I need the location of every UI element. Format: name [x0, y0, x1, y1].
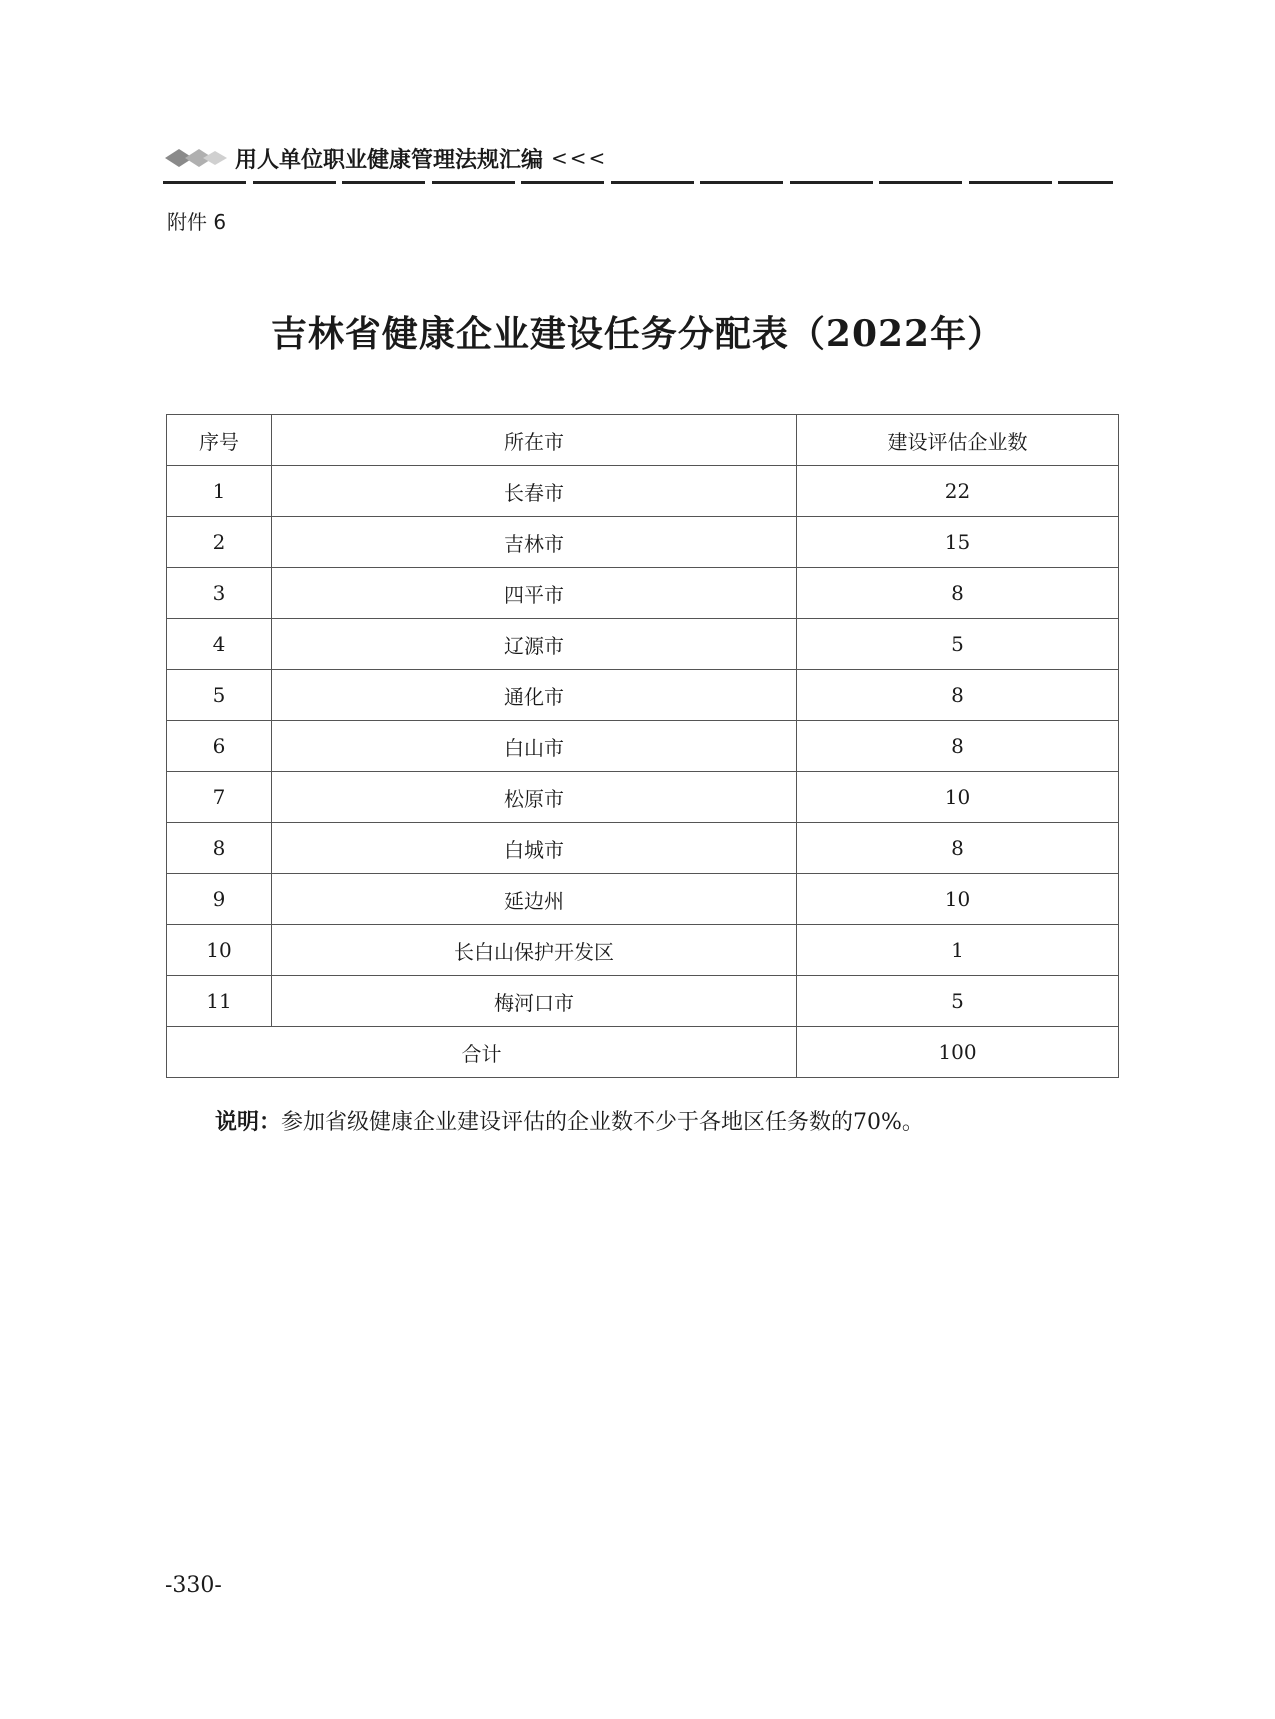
header-title: 用人单位职业健康管理法规汇编: [235, 147, 544, 173]
cell-city: 白山市: [272, 721, 797, 772]
allocation-table: [166, 414, 1119, 1078]
table-row: [167, 517, 1119, 568]
cell-city: 通化市: [272, 670, 797, 721]
table-row: [167, 823, 1119, 874]
cell-city: 松原市: [272, 772, 797, 823]
cell-index: 11: [167, 976, 272, 1027]
cell-city: 长白山保护开发区: [272, 925, 797, 976]
cell-count: 5: [797, 619, 1119, 670]
cell-count: 5: [797, 976, 1119, 1027]
cell-city: 长春市: [272, 466, 797, 517]
cell-count: 10: [797, 772, 1119, 823]
cell-count: 1: [797, 925, 1119, 976]
note-text: 参加省级健康企业建设评估的企业数不少于各地区任务数的70%。: [281, 1110, 924, 1135]
cell-index: 8: [167, 823, 272, 874]
cell-index: 7: [167, 772, 272, 823]
cell-index: 1: [167, 466, 272, 517]
cell-city: 辽源市: [272, 619, 797, 670]
table-row: [167, 925, 1119, 976]
table-note: [215, 1105, 924, 1136]
cell-city: 延边州: [272, 874, 797, 925]
header-rule: [163, 181, 1113, 184]
cell-count: 8: [797, 721, 1119, 772]
header-cell-count: 建设评估企业数: [797, 415, 1119, 466]
cell-index: 4: [167, 619, 272, 670]
attachment-label: 附件 6: [167, 210, 227, 234]
table-header-row: [167, 415, 1119, 466]
page-number: -330-: [165, 1573, 222, 1598]
cell-city: 梅河口市: [272, 976, 797, 1027]
cell-city: 吉林市: [272, 517, 797, 568]
table-row: [167, 670, 1119, 721]
note-label: 说明：: [215, 1110, 282, 1135]
cell-city: 四平市: [272, 568, 797, 619]
table-total-row: [167, 1027, 1119, 1078]
header-cell-city: 所在市: [272, 415, 797, 466]
total-label: 合计: [167, 1027, 797, 1078]
table-row: [167, 874, 1119, 925]
cell-index: 2: [167, 517, 272, 568]
cell-index: 6: [167, 721, 272, 772]
document-title: 吉林省健康企业建设任务分配表（2022年）: [270, 313, 1005, 355]
double-diamond-logo-icon: [163, 143, 229, 173]
cell-count: 8: [797, 568, 1119, 619]
table-row: [167, 721, 1119, 772]
cell-index: 5: [167, 670, 272, 721]
table-row: [167, 619, 1119, 670]
cell-count: 8: [797, 823, 1119, 874]
header-cell-index: 序号: [167, 415, 272, 466]
cell-count: 22: [797, 466, 1119, 517]
header-arrows: <<<: [551, 146, 608, 170]
cell-index: 9: [167, 874, 272, 925]
cell-city: 白城市: [272, 823, 797, 874]
cell-index: 3: [167, 568, 272, 619]
cell-index: 10: [167, 925, 272, 976]
cell-count: 15: [797, 517, 1119, 568]
running-header: [163, 138, 607, 178]
total-value: 100: [797, 1027, 1119, 1078]
table-row: [167, 976, 1119, 1027]
table-row: [167, 772, 1119, 823]
table-row: [167, 466, 1119, 517]
table-row: [167, 568, 1119, 619]
cell-count: 8: [797, 670, 1119, 721]
cell-count: 10: [797, 874, 1119, 925]
